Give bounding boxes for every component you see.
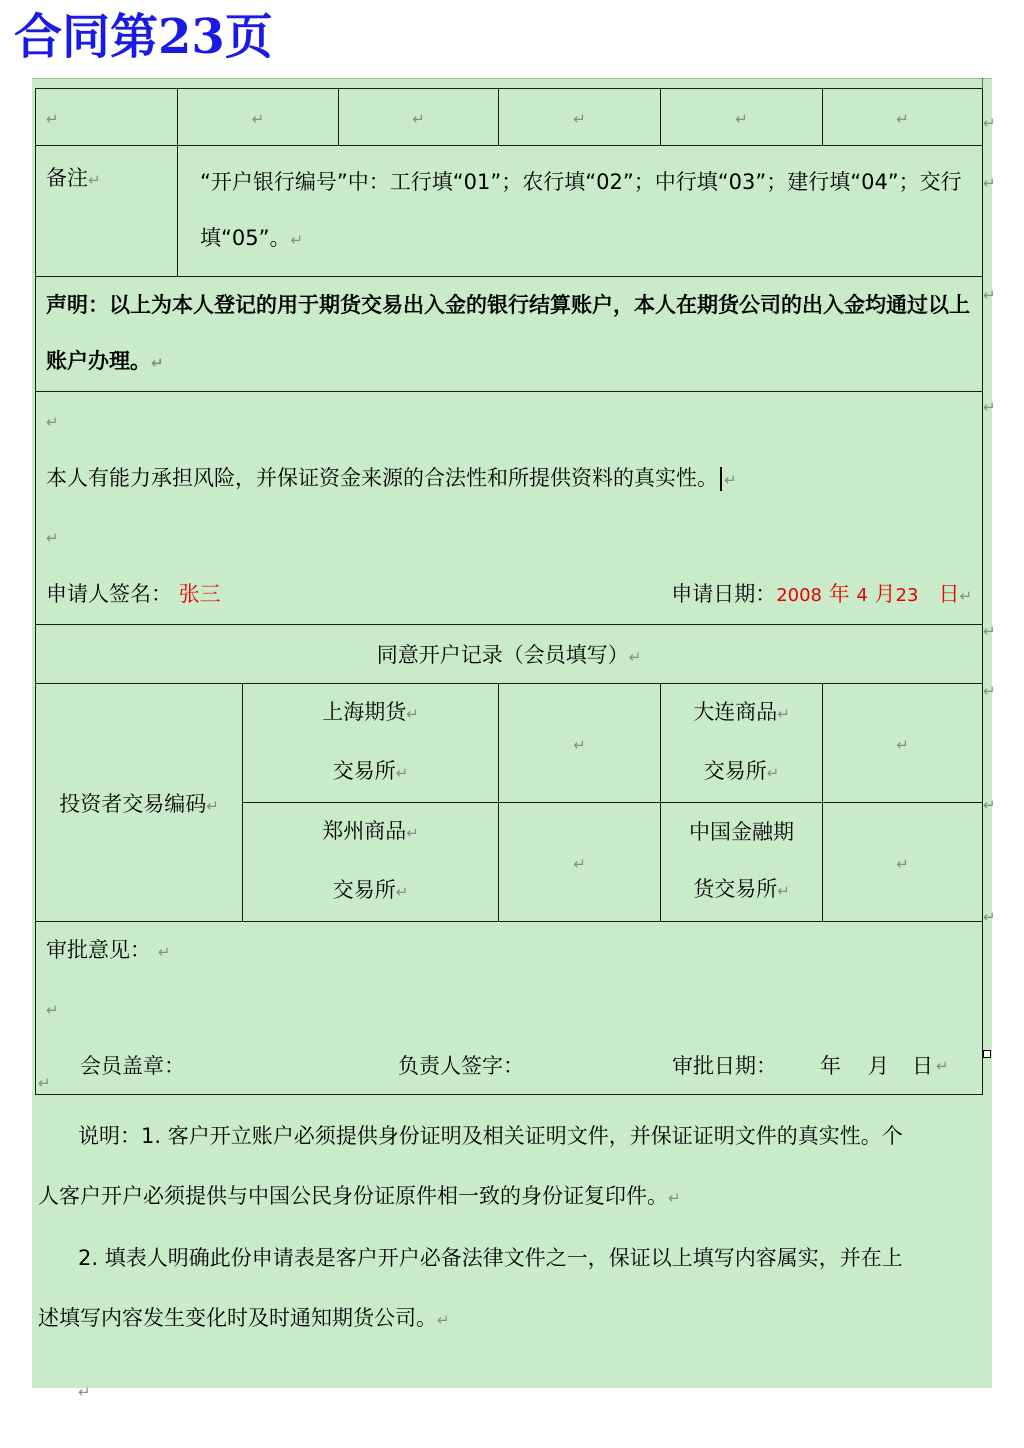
remarks-label: 备注 (46, 166, 88, 190)
investor-code-label-cell: 投资者交易编码↵ (36, 684, 243, 922)
commitment-cell: ↵ 本人有能力承担风险，并保证资金来源的合法性和所提供资料的真实性。 ↵ ↵ 申请人签名： 张三 申请日期：2008 年 4 月23 日↵ (36, 392, 983, 625)
commitment-text: 本人有能力承担风险，并保证资金来源的合法性和所提供资料的真实性。 (46, 466, 718, 490)
exchange-name: 交易所 (703, 759, 767, 783)
month-char: 月 (874, 582, 896, 606)
row-end-mark: ↵ (983, 114, 996, 132)
approval-year-char: 年 (820, 1054, 841, 1078)
table-cell[interactable]: ↵ (661, 89, 823, 146)
exchange-name: 大连商品 (693, 700, 778, 724)
exchange-dce-cell: 大连商品↵ 交易所↵ (661, 684, 823, 803)
remarks-text-cell: “开户银行编号”中：工行填“01”；农行填“02”；中行填“03”；建行填“04”；交行填“05”。↵ (178, 146, 983, 277)
declaration-row (36, 277, 983, 392)
exchange-code-input[interactable]: ↵ (499, 803, 661, 922)
table-resize-handle[interactable] (983, 1050, 991, 1058)
remarks-label-cell: 备注↵ (36, 146, 178, 277)
declaration-text: 声明：以上为本人登记的用于期货交易出入金的银行结算账户，本人在期货公司的出入金均通过以上账户办理。 (46, 293, 970, 373)
application-year[interactable]: 2008 (776, 585, 823, 606)
table-cell[interactable]: ↵ (499, 89, 661, 146)
text-cursor (720, 467, 722, 491)
exchange-czce-cell: 郑州商品↵ 交易所↵ (243, 803, 499, 922)
table-cell[interactable]: ↵ (178, 89, 339, 146)
exchange-name: 货交易所 (693, 877, 778, 901)
investor-code-label: 投资者交易编码 (59, 791, 207, 816)
exchange-shfe-cell: 上海期货↵ 交易所↵ (243, 684, 499, 803)
row-end-mark: ↵ (983, 174, 996, 192)
note2-line1: 2. 填表人明确此份申请表是客户开户必备法律文件之一，保证以上填写内容属实，并在上 (78, 1246, 903, 1270)
notes-section: ↵ 说明：1. 客户开立账户必须提供身份证明及相关证明文件，并保证证明文件的真实性。个 人客户开户必须提供与中国公民身份证原件相一致的身份证复印件。↵ 2. 填表人明确此份申请表是客户开户必备法律文件之一，保证以上填写内容属实，并在上 述填写内容发生变化时及时通知期货公司。↵ ↵ (38, 1074, 903, 1401)
bank-account-row (36, 89, 983, 146)
note1-line1: 说明：1. 客户开立账户必须提供身份证明及相关证明文件，并保证证明文件的真实性。个 (78, 1124, 903, 1148)
signature-line (46, 566, 221, 624)
exchange-name: 交易所 (332, 759, 396, 783)
exchange-name: 交易所 (332, 878, 396, 902)
table-cell[interactable]: ↵ (823, 89, 983, 146)
approval-opinion-label: 审批意见： (46, 938, 151, 962)
exchange-code-input[interactable]: ↵ (823, 684, 983, 803)
exchange-cffex-cell: 中国金融期 货交易所↵ (661, 803, 823, 922)
approval-day-char: 日 (912, 1054, 933, 1078)
approval-record-header-row (36, 625, 983, 684)
member-seal-label: 会员盖章： (80, 1054, 185, 1078)
remarks-row (36, 146, 983, 277)
page-title: 合同第23页 (14, 9, 273, 65)
application-date-line: 申请日期：2008 年 4 月23 日↵ (671, 582, 973, 606)
day-char: 日 (938, 582, 960, 606)
table-cell[interactable]: ↵ (339, 89, 499, 146)
responsible-signature-label: 负责人签字： (398, 1054, 524, 1078)
row-end-mark: ↵ (983, 286, 996, 304)
approval-record-header-cell: 同意开户记录（会员填写）↵ (36, 625, 983, 684)
approval-cell: 审批意见： ↵ ↵ 会员盖章： 负责人签字： 审批日期： 年 月 日 ↵ (36, 922, 983, 1095)
exchange-name: 中国金融期 (689, 820, 795, 844)
applicant-signature[interactable]: 张三 (178, 582, 221, 606)
approval-month-char: 月 (868, 1054, 889, 1078)
declaration-cell: 声明：以上为本人登记的用于期货交易出入金的银行结算账户，本人在期货公司的出入金均通过以上账户办理。↵ (36, 277, 983, 392)
remarks-text: “开户银行编号”中：工行填“01”；农行填“02”；中行填“03”；建行填“04”；交行填“05”。 (200, 170, 962, 250)
row-end-mark: ↵ (983, 796, 996, 814)
application-form-table (35, 88, 983, 1095)
exchange-code-input[interactable]: ↵ (823, 803, 983, 922)
document-page (32, 78, 996, 1401)
note1-line2: 人客户开户必须提供与中国公民身份证原件相一致的身份证复印件。 (38, 1184, 668, 1208)
row-end-mark: ↵ (983, 682, 996, 700)
table-cell[interactable]: ↵ (36, 89, 178, 146)
signature-label: 申请人签名： (46, 582, 172, 606)
exchange-name: 上海期货 (322, 700, 407, 724)
exchange-row-1 (36, 684, 983, 803)
application-day[interactable]: 23 (895, 585, 919, 606)
row-end-mark: ↵ (983, 908, 996, 926)
note2-line2: 述填写内容发生变化时及时通知期货公司。 (38, 1306, 437, 1330)
approval-record-header: 同意开户记录（会员填写） (376, 643, 629, 667)
row-end-mark: ↵ (983, 398, 996, 416)
application-date-label: 申请日期： (671, 582, 777, 606)
approval-date-label: 审批日期： (672, 1054, 777, 1078)
commitment-row (36, 392, 983, 625)
application-month[interactable]: 4 (856, 585, 868, 606)
year-char: 年 (828, 582, 850, 606)
row-end-mark: ↵ (983, 622, 996, 640)
exchange-code-input[interactable]: ↵ (499, 684, 661, 803)
exchange-name: 郑州商品 (322, 819, 407, 843)
